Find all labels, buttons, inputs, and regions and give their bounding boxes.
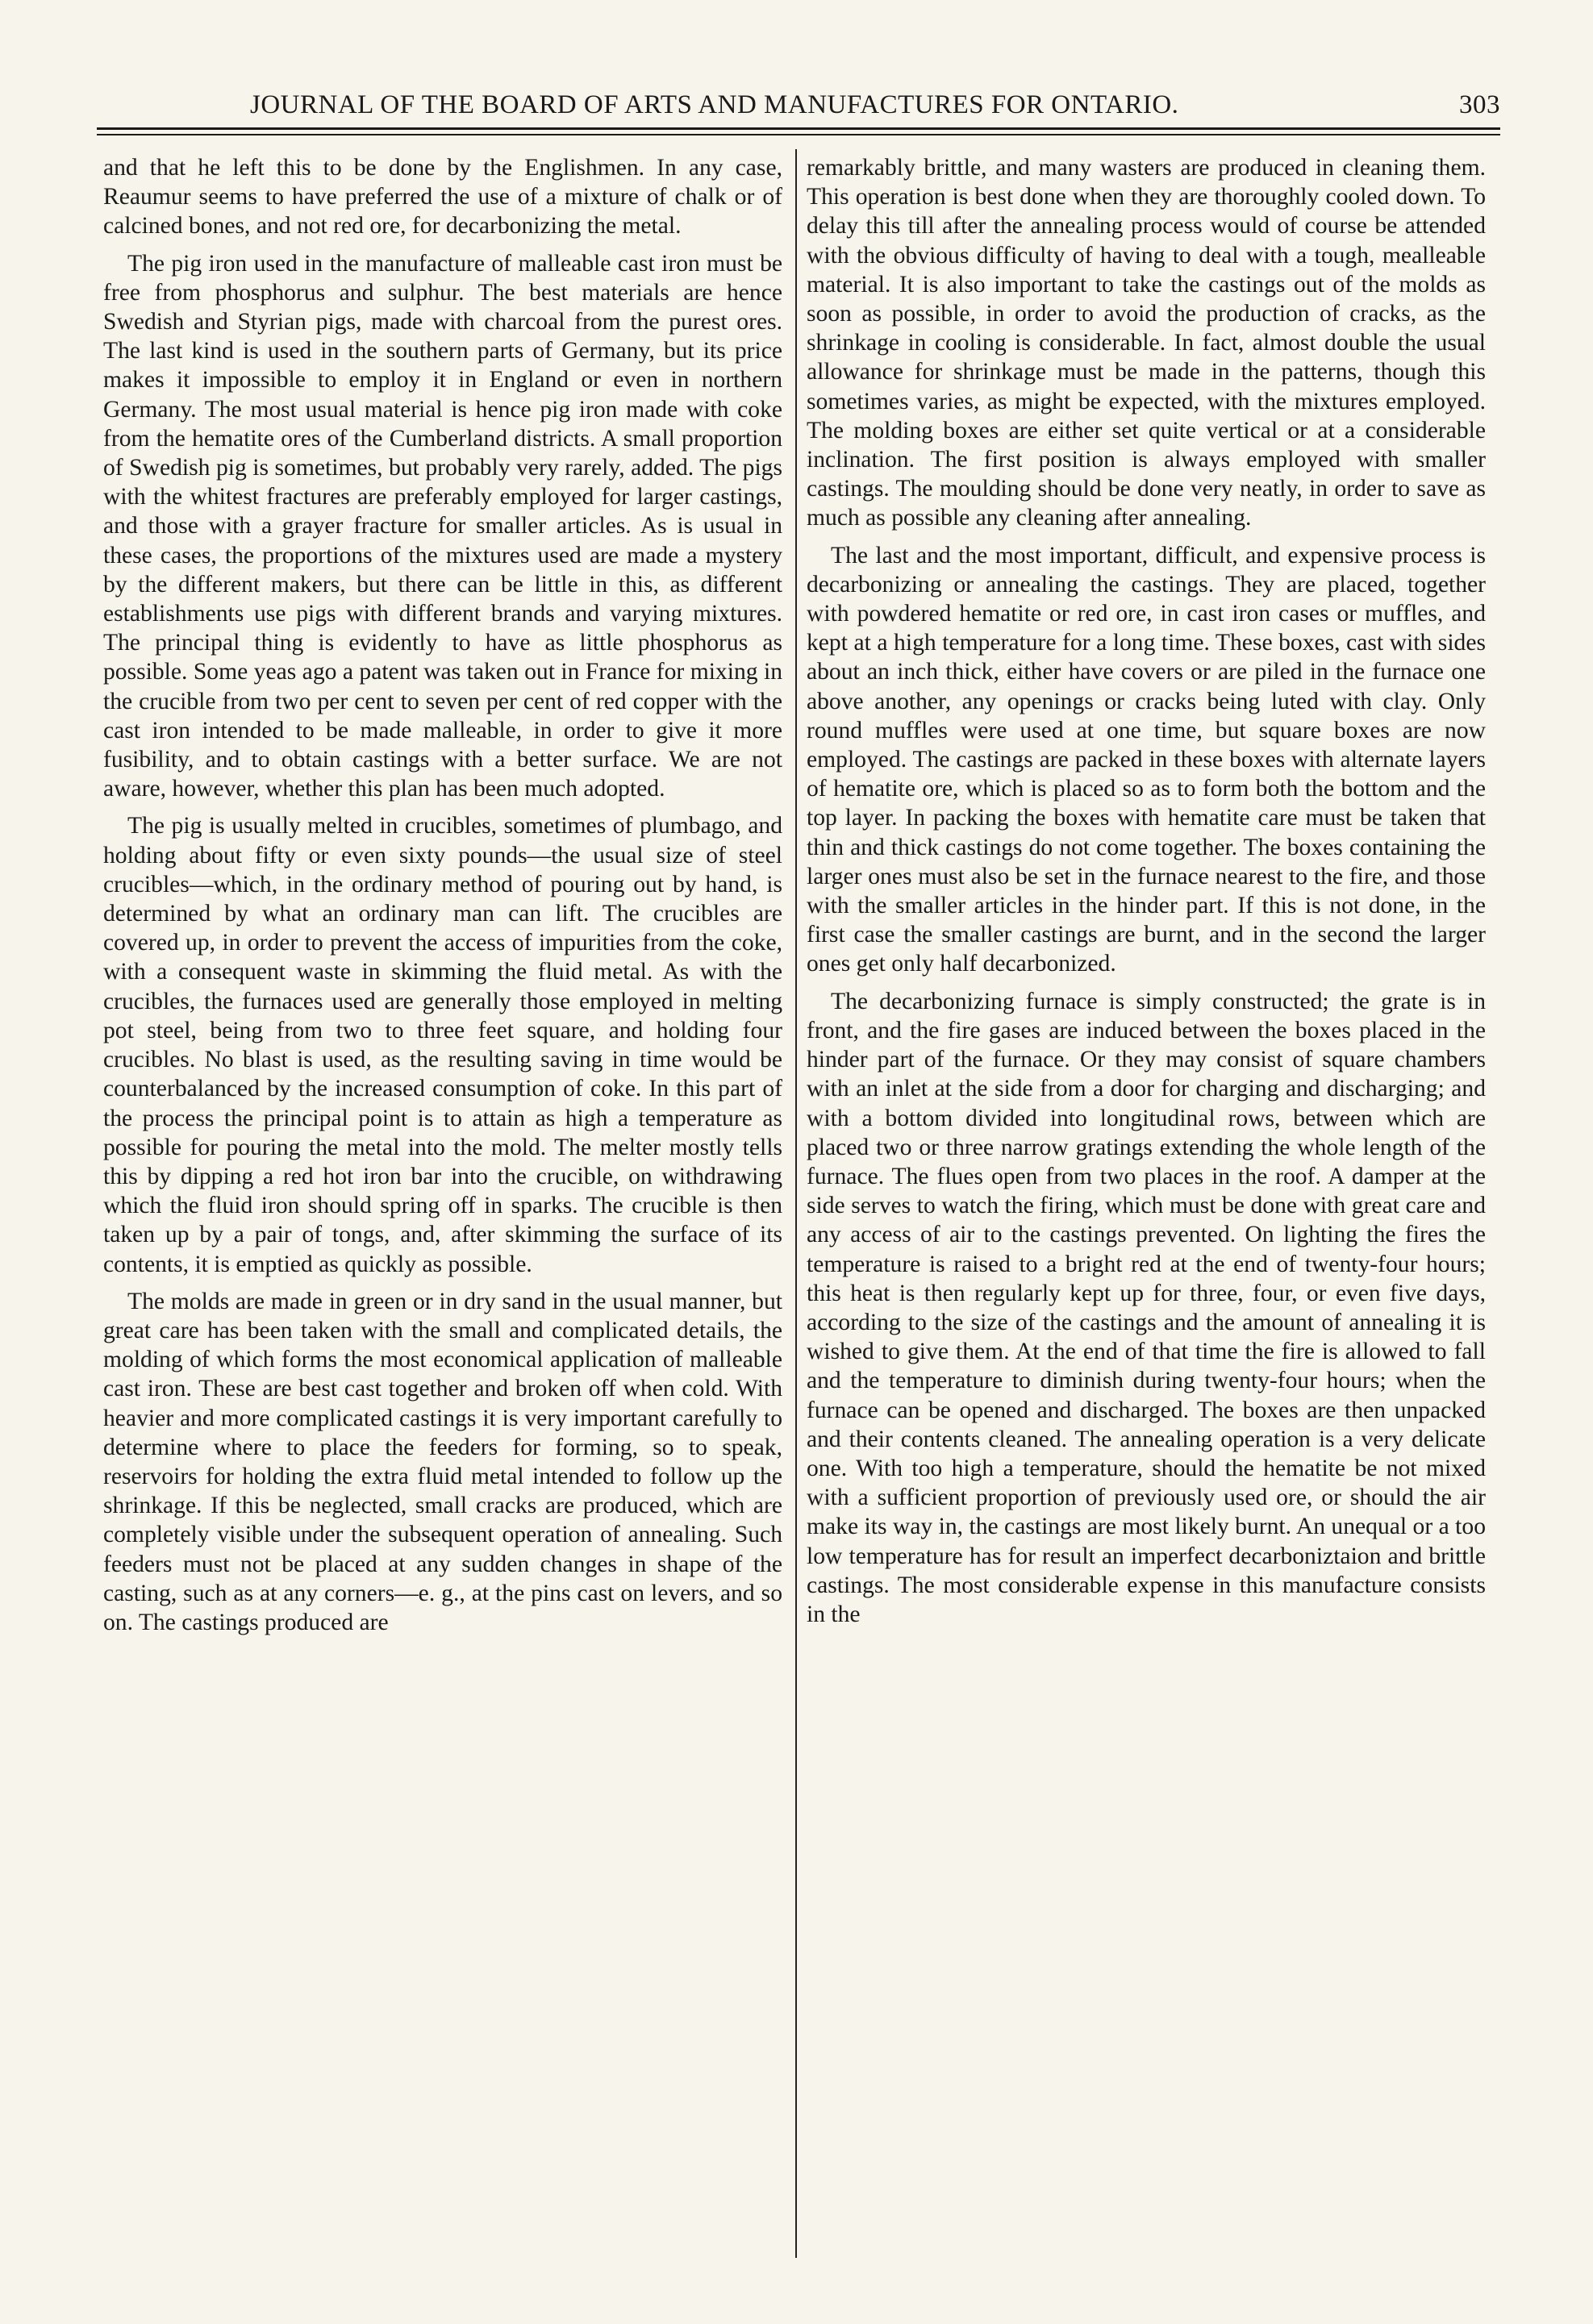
right-paragraph-2: The last and the most important, difficult, and expensive process is decarbonizing or annealing the castings. They are placed, together with powdered hematite or red ore, in cast iron cases or muffles, and kept at a high temperature for a long time. These boxes, cast with sides about an inch thick, either have covers or are piled in the furnace one above another, any openings or cracks being luted with clay. Only round muffles were used at one time, but square boxes are now employed. The castings are packed in these boxes with alternate layers of hematite ore, which is placed so as to form both the bottom and the top layer. In packing the boxes with hematite care must be taken that thin and thick castings do not come together. The boxes containing the larger ones must also be set in the furnace nearest to the fire, and those with the smaller articles in the hinder part. If this is not done, in the first case the smaller castings are burnt, and in the second the larger ones get only half decarbonized. (807, 542, 1486, 977)
column-divider (795, 149, 797, 2258)
right-paragraph-1: remarkably brittle, and many wasters are produced in cleaning them. This operation is best done when they are thoroughly cooled down. To delay this till after the annealing process would of course be attended with the obvious difficulty of having to deal with a tough, mealleable material. It is also important to take the castings out of the molds as soon as possible, in order to avoid the production of cracks, as the shrinkage in cooling is considerable. In fact, almost double the usual allowance for shrinkage must be made in the patterns, though this sometimes varies, as might be expected, with the mixtures employed. The molding boxes are either set quite vertical or at a considerable inclination. The first position is always employed with smaller castings. The moulding should be done very neatly, in order to save as much as possible any cleaning after annealing. (807, 155, 1486, 531)
left-paragraph-3: The pig is usually melted in crucibles, sometimes of plumbago, and holding about fifty or even sixty pounds—the usual size of steel crucibles—which, in the ordinary method of pouring out by hand, is determined by what an ordinary man can lift. The crucibles are covered up, in order to prevent the access of impurities from the coke, with a consequent waste in skimming the fluid metal. As with the crucibles, the furnaces used are generally those employed in melting pot steel, being from two to three feet square, and holding four crucibles. No blast is used, as the resulting saving in time would be counterbalanced by the increased consumption of coke. In this part of the process the principal point is to attain as high a temperature as possible for pouring the metal into the mold. The melter mostly tells this by dipping a red hot iron bar into the crucible, on withdrawing which the fluid iron should spring off in sparks. The crucible is then taken up by a pair of tongs, and, after skimming the surface of its contents, it is emptied as quickly as possible. (103, 813, 782, 1277)
page-number: 303 (1459, 90, 1500, 119)
left-column (103, 153, 782, 2250)
running-title: JOURNAL OF THE BOARD OF ARTS AND MANUFACTURES FOR ONTARIO. (250, 90, 1179, 119)
left-paragraph-1: and that he left this to be done by the Englishmen. In any case, Reaumur seems to have preferred the use of a mixture of chalk or of calcined bones, and not red ore, for decarbonizing the metal. (103, 155, 782, 239)
right-paragraph-3: The decarbonizing furnace is simply constructed; the grate is in front, and the fire gases are induced between the boxes placed in the hinder part of the furnace. Or they may consist of square chambers with an inlet at the side from a door for charging and discharging; and with a bottom divided into longitudinal rows, between which are placed two or three narrow gratings extending the whole length of the furnace. The flues open from two places in the roof. A damper at the side serves to watch the firing, which must be done with great care and any access of air to the castings prevented. On lighting the fires the temperature is raised to a bright red at the end of twenty-four hours; this heat is then regularly kept up for three, four, or even five days, according to the size of the castings and the amount of annealing it is wished to give them. At the end of that time the fire is allowed to fall and the temperature to diminish during twenty-four hours; when the furnace can be opened and discharged. The boxes are then unpacked and their contents cleaned. The annealing operation is a very delicate one. With too high a temperature, should the hematite be not mixed with a sufficient proportion of previously used ore, or should the air make its way in, the castings are most likely burnt. An unequal or a too low temperature has for result an imperfect decarboniztaion and brittle castings. The most considerable expense in this manufacture consists in the (807, 988, 1486, 1627)
left-paragraph-4: The molds are made in green or in dry sand in the usual manner, but great care has been taken with the small and complicated details, the molding of which forms the most economical application of malleable cast iron. These are best cast together and broken off when cold. With heavier and more complicated castings it is very important carefully to determine where to place the feeders for forming, so to speak, reservoirs for holding the extra fluid metal intended to follow up the shrinkage. If this be neglected, small cracks are produced, which are completely visible under the subsequent operation of annealing. Such feeders must not be placed at any sudden changes in shape of the casting, such as at any corners—e. g., at the pins cast on levers, and so on. The castings produced are (103, 1288, 782, 1635)
left-paragraph-2: The pig iron used in the manufacture of malleable cast iron must be free from phosphorus and sulphur. The best materials are hence Swedish and Styrian pigs, made with charcoal from the purest ores. The last kind is used in the southern parts of Germany, but its price makes it impossible to employ it in England or even in northern Germany. The most usual material is hence pig iron made with coke from the hematite ores of the Cumberland districts. A small proportion of Swedish pig is sometimes, but probably very rarely, added. The pigs with the whitest fractures are preferably employed for larger castings, and those with a grayer fracture for smaller articles. As is usual in these cases, the proportions of the mixtures used are made a mystery by the different makers, but there can be little in this, as different establishments use pigs with different brands and varying mixtures. The principal thing is evidently to have as little phosphorus as possible. Some yeas ago a patent was taken out in France for mixing in the crucible from two per cent to seven per cent of red copper with the cast iron intended to be made malleable, in order to give it more fusibility, and to obtain castings with a better surface. We are not aware, however, whether this plan has been much adopted. (103, 250, 782, 802)
header-rule-bottom (97, 134, 1500, 135)
running-head (97, 87, 1500, 127)
right-column (807, 153, 1486, 2250)
header-rule-top (97, 127, 1500, 130)
